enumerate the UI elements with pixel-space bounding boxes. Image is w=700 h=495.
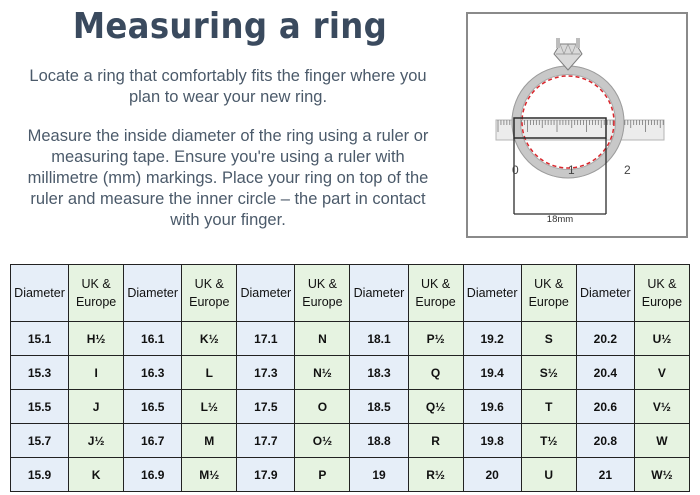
- header-diameter: Diameter: [124, 265, 182, 322]
- diameter-cell: 18.5: [350, 390, 408, 424]
- uk-size-cell: O½: [295, 424, 350, 458]
- diameter-cell: 15.3: [11, 356, 69, 390]
- ring-on-ruler-illustration: [468, 14, 686, 236]
- uk-size-cell: U½: [634, 322, 689, 356]
- diameter-cell: 16.3: [124, 356, 182, 390]
- uk-size-cell: U: [521, 458, 576, 492]
- diameter-cell: 17.5: [237, 390, 295, 424]
- diameter-cell: 18.3: [350, 356, 408, 390]
- uk-size-cell: Q½: [408, 390, 463, 424]
- header-diameter: Diameter: [237, 265, 295, 322]
- diameter-cell: 20.6: [576, 390, 634, 424]
- ring-measurement-figure: [466, 12, 688, 238]
- uk-size-cell: Q: [408, 356, 463, 390]
- ring-size-table: [10, 264, 690, 492]
- uk-size-cell: W: [634, 424, 689, 458]
- diameter-cell: 19.8: [463, 424, 521, 458]
- diameter-cell: 17.1: [237, 322, 295, 356]
- uk-size-cell: P: [295, 458, 350, 492]
- header-uk-europe: UK & Europe: [295, 265, 350, 322]
- header-uk-europe: UK & Europe: [521, 265, 576, 322]
- uk-size-cell: M½: [182, 458, 237, 492]
- uk-size-cell: T: [521, 390, 576, 424]
- diameter-cell: 15.9: [11, 458, 69, 492]
- ruler-label-2: 2: [624, 163, 631, 177]
- header-diameter: Diameter: [576, 265, 634, 322]
- header-diameter: Diameter: [11, 265, 69, 322]
- uk-size-cell: N: [295, 322, 350, 356]
- ruler-label-0: 0: [512, 163, 519, 177]
- diameter-cell: 16.5: [124, 390, 182, 424]
- diameter-cell: 16.7: [124, 424, 182, 458]
- uk-size-cell: K½: [182, 322, 237, 356]
- header-diameter: Diameter: [463, 265, 521, 322]
- uk-size-cell: V: [634, 356, 689, 390]
- diameter-cell: 19: [350, 458, 408, 492]
- diameter-cell: 18.8: [350, 424, 408, 458]
- table-row: [11, 390, 690, 424]
- diameter-cell: 20: [463, 458, 521, 492]
- uk-size-cell: W½: [634, 458, 689, 492]
- diameter-cell: 19.6: [463, 390, 521, 424]
- uk-size-cell: K: [69, 458, 124, 492]
- intro-paragraph: Locate a ring that comfortably fits the finger where you plan to wear your new ring.: [29, 67, 427, 106]
- uk-size-cell: O: [295, 390, 350, 424]
- diameter-cell: 15.1: [11, 322, 69, 356]
- diameter-cell: 21: [576, 458, 634, 492]
- instructions-paragraph: Measure the inside diameter of the ring using a ruler or measuring tape. Ensure you're using a ruler with millimetre (mm) markings. Place your ring on top of the ruler and measure the inner circle – the part in contact with your finger.: [27, 127, 429, 229]
- uk-size-cell: P½: [408, 322, 463, 356]
- diameter-cell: 18.1: [350, 322, 408, 356]
- uk-size-cell: N½: [295, 356, 350, 390]
- uk-size-cell: L½: [182, 390, 237, 424]
- uk-size-cell: V½: [634, 390, 689, 424]
- diameter-cell: 17.7: [237, 424, 295, 458]
- uk-size-cell: L: [182, 356, 237, 390]
- ruler-label-1: 1: [568, 163, 575, 177]
- diameter-cell: 20.8: [576, 424, 634, 458]
- diameter-cell: 16.1: [124, 322, 182, 356]
- header-uk-europe: UK & Europe: [634, 265, 689, 322]
- uk-size-cell: R½: [408, 458, 463, 492]
- table-row: [11, 424, 690, 458]
- diameter-cell: 16.9: [124, 458, 182, 492]
- header-diameter: Diameter: [350, 265, 408, 322]
- diameter-cell: 20.4: [576, 356, 634, 390]
- diameter-cell: 15.5: [11, 390, 69, 424]
- uk-size-cell: T½: [521, 424, 576, 458]
- page-title: Measuring a ring: [72, 6, 388, 47]
- diameter-cell: 19.2: [463, 322, 521, 356]
- uk-size-cell: R: [408, 424, 463, 458]
- uk-size-cell: S: [521, 322, 576, 356]
- header-uk-europe: UK & Europe: [69, 265, 124, 322]
- uk-size-cell: M: [182, 424, 237, 458]
- diameter-cell: 19.4: [463, 356, 521, 390]
- header-uk-europe: UK & Europe: [182, 265, 237, 322]
- diameter-cell: 15.7: [11, 424, 69, 458]
- diameter-cell: 17.3: [237, 356, 295, 390]
- diameter-cell: 17.9: [237, 458, 295, 492]
- uk-size-cell: J½: [69, 424, 124, 458]
- diameter-cell: 20.2: [576, 322, 634, 356]
- diamond-setting: [554, 38, 582, 70]
- table-row: [11, 356, 690, 390]
- uk-size-cell: S½: [521, 356, 576, 390]
- measurement-label: 18mm: [546, 214, 574, 225]
- uk-size-cell: I: [69, 356, 124, 390]
- uk-size-cell: H½: [69, 322, 124, 356]
- table-row: [11, 458, 690, 492]
- table-row: [11, 322, 690, 356]
- uk-size-cell: J: [69, 390, 124, 424]
- header-uk-europe: UK & Europe: [408, 265, 463, 322]
